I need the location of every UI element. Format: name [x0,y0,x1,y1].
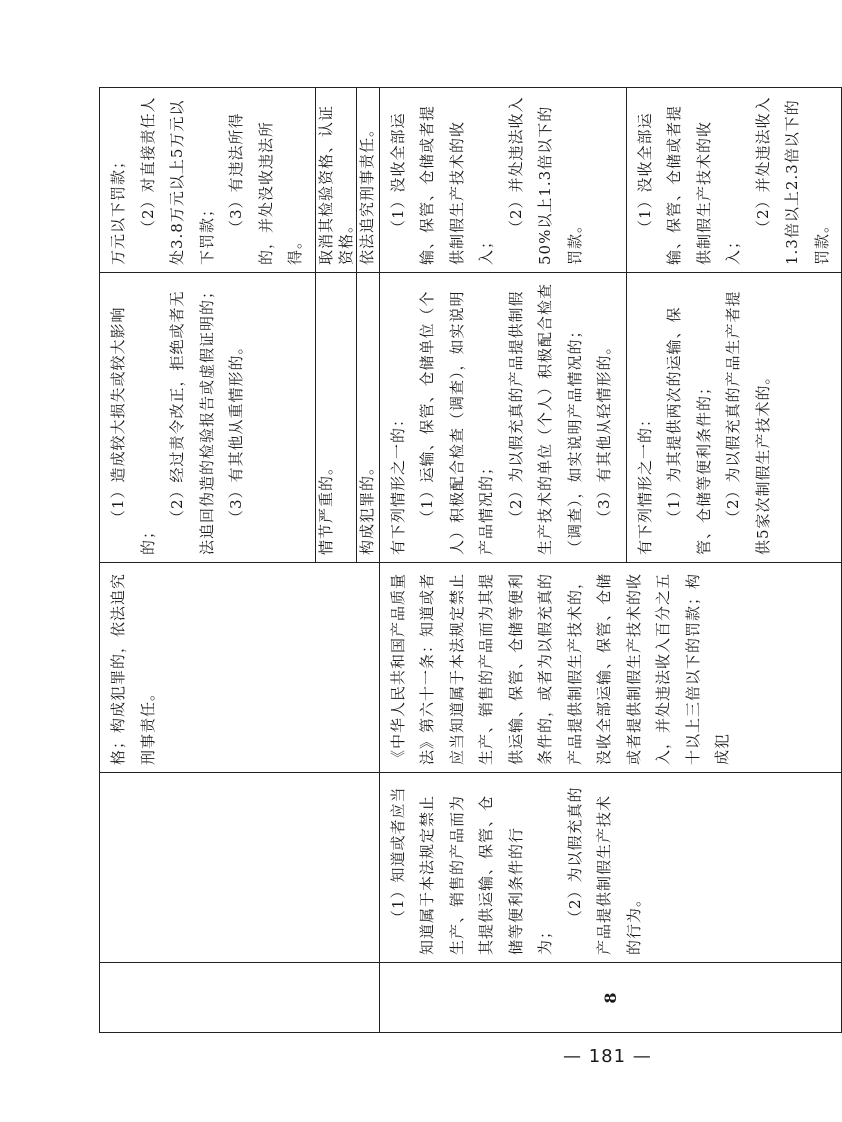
circumstance-cell [626,273,842,563]
circumstance-item: （2）为以假充真的产品提供制假生产技术的单位（个人）积极配合检查（调查），如实说明产品情况的； [506,282,584,555]
circumstance-intro: 有下列情形之一的： [635,410,654,555]
circumstance-item: （1）运输、保管、仓储单位（个人）积极配合检查（调查），如实说明产品情况的； [418,290,495,555]
violation-behavior-item: （1）知道或者应当知道属于本法规定禁止生产、销售的产品而为其提供运输、保管、仓储等便利条件的行 为； [388,786,554,955]
penalty-item: （3）有违法所得的，并处没收违法所得。 [227,112,304,265]
circumstance-cell [379,273,626,563]
penalty-standard-cell [100,88,316,273]
legal-basis-cell [379,563,842,773]
circumstance-cell: 情节严重的。 [315,273,356,563]
penalty-standards-table [99,87,842,1033]
circumstance-item: （1）为其提供两次的运输、保管、仓储等便利条件的； [665,306,713,555]
table-row [379,88,626,1033]
violation-behavior-cell [379,773,842,963]
item-number-cell [100,963,380,1033]
rotated-table-container [99,88,831,1033]
legal-basis-cell [100,563,380,773]
circumstance-item: （3）有其他从重情形的。 [227,338,245,525]
item-number-cell: 8 [379,963,842,1033]
legal-basis-text: 《中华人民共和国产品质量法》第六十一条：知道或者应当知道属于本法规定禁止生产、销售的产品而为其提供运输、保管、仓储等便利条件的，或者为以假充真的产品提供制假生产技术的，没收全部运输、保管、仓储或者提供制假生产技术的收入，并处违法收入百分之五十以上三倍以下的罚款；构成犯 [388,572,731,765]
circumstance-item: （2）为以假充真的产品生产者提供5家次制假生产技术的。 [724,290,772,555]
penalty-standard-cell: 依法追究刑事责任。 [356,88,379,273]
penalty-item: （2）并处违法收入50%以上1.3倍以下的罚款。 [506,96,584,265]
circumstance-item: （3）有其他从轻情形的。 [595,338,613,525]
penalty-item: 万元以下罚款； [109,152,127,265]
violation-behavior-item: （2）为以假充真的产品提供制假生产技术的行为。 [565,786,643,955]
table-rotator [99,88,831,1033]
circumstance-cell: 构成犯罪的。 [356,273,379,563]
circumstance-item: （2）经过责令改正，拒绝或者无法追回伪造的检验报告或虚假证明的； [168,282,216,555]
legal-basis-text: 格；构成犯罪的，依法追究刑事责任。 [109,572,157,765]
penalty-item: （2）并处违法收入1.3倍以上2.3倍以下的罚款。 [753,96,831,265]
penalty-item: （2）对直接责任人处3.8万元以上5万元以下罚款； [138,96,216,265]
penalty-standard-cell [626,88,842,273]
circumstance-cell [100,273,316,563]
circumstance-intro: 有下列情形之一的： [388,410,407,555]
circumstance-item: （1）造成较大损失或较大影响的； [109,306,157,555]
table-row [100,88,316,1033]
penalty-item: （1）没收全部运输、保管、仓储或者提供制假生产技术的收入； [635,104,742,265]
page-number: — 181 — [563,1046,652,1067]
penalty-standard-cell: 取消其检验资格、认证资格。 [315,88,356,273]
penalty-standard-cell [379,88,626,273]
penalty-item: （1）没收全部运输、保管、仓储或者提供制假生产技术的收入； [388,104,495,265]
violation-behavior-cell [100,773,380,963]
